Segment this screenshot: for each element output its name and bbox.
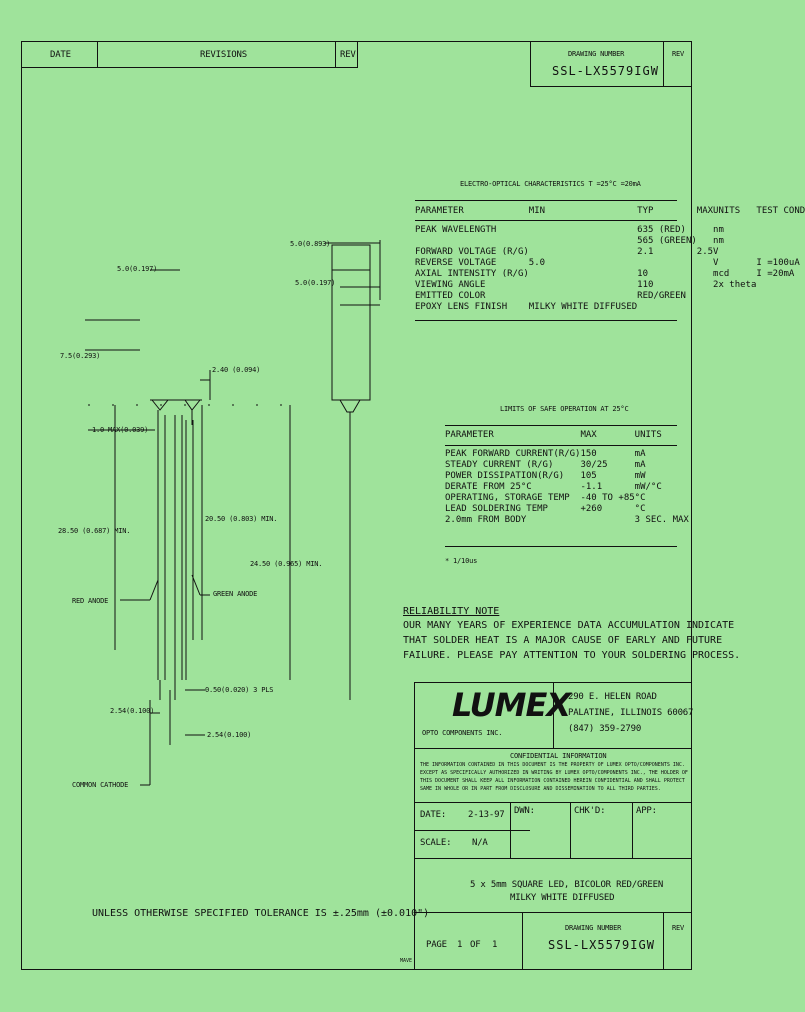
table-row	[415, 279, 805, 290]
table-cell: 2.5	[696, 246, 714, 257]
table-cell: AXIAL INTENSITY (R/G)	[415, 268, 529, 279]
electro-optical-title: ELECTRO-OPTICAL CHARACTERISTICS T =25°C =20mA	[460, 180, 641, 188]
table-cell: mcd	[713, 268, 730, 279]
table-row	[445, 503, 689, 514]
table-cell: 3 SEC. MAX	[634, 514, 689, 525]
table-row	[445, 470, 689, 481]
dim-1-0-max: 1.0 MAX(0.039)	[92, 426, 149, 434]
table-cell: EPOXY LENS FINISH	[415, 301, 508, 312]
corner-mark: MAVE	[400, 958, 413, 964]
dwn-label: DWN:	[514, 806, 535, 816]
table-cell: 2.1	[637, 246, 654, 257]
table-cell: STEADY CURRENT (R/G)	[445, 459, 554, 470]
confidential-line-1: THE INFORMATION CONTAINED IN THIS DOCUMENT IS THE PROPERTY OF LUMEX OPTO/COMPONENTS INC.	[420, 762, 685, 768]
table-cell: OPERATING, STORAGE TEMP	[445, 492, 570, 503]
date-label: DATE:	[420, 810, 447, 820]
table-header-cell: TEST COND	[756, 205, 805, 216]
tolerance-note: UNLESS OTHERWISE SPECIFIED TOLERANCE IS ±.25mm (±0.010")	[92, 908, 430, 919]
table-header-cell: UNITS	[713, 205, 741, 216]
company-phone: (847) 359-2790	[568, 724, 642, 734]
table-header-cell: MAX	[580, 429, 597, 440]
table-cell	[529, 235, 637, 246]
company-address-2: PALATINE, ILLINOIS 60067	[568, 708, 694, 718]
label-green-anode: GREEN ANODE	[213, 590, 258, 598]
table-cell	[697, 257, 713, 268]
table-cell: 565 (GREEN)	[637, 235, 697, 246]
company-address-1: 290 E. HELEN ROAD	[568, 692, 657, 702]
table-cell: +260	[580, 503, 603, 514]
table-cell: nm	[713, 235, 724, 246]
table-cell	[756, 224, 805, 235]
revisions-header-label: REVISIONS	[200, 50, 247, 60]
dim-0-50: 0.50(0.020) 3 PLS	[205, 686, 274, 694]
table-cell: EMITTED COLOR	[415, 290, 486, 301]
table-cell: LEAD SOLDERING TEMP	[445, 503, 548, 514]
company-subtitle: OPTO COMPONENTS INC.	[422, 729, 503, 737]
dim-5-00-left: 5.0(0.197)	[117, 265, 158, 273]
table-cell	[637, 301, 697, 312]
table-row	[415, 301, 805, 312]
table-cell	[697, 268, 713, 279]
drawing-number: SSL-LX5579IGW	[548, 938, 655, 952]
of-value: 1	[492, 940, 498, 950]
safe-operation-table	[445, 429, 689, 525]
table-cell	[415, 235, 529, 246]
table-cell: 10	[637, 268, 649, 279]
table-cell	[756, 301, 805, 312]
table-cell	[529, 279, 637, 290]
table-cell: °C	[634, 503, 646, 514]
table-cell	[529, 224, 637, 235]
table-cell: 635 (RED)	[637, 224, 686, 235]
app-label: APP:	[636, 806, 657, 816]
table-row	[445, 481, 689, 492]
table-cell	[580, 514, 634, 525]
table-cell	[697, 279, 713, 290]
table-header-cell: PARAMETER	[415, 205, 464, 216]
table-cell	[697, 301, 713, 312]
table-cell: 5.0	[528, 257, 546, 268]
confidential-line-3: THIS DOCUMENT SHALL KEEP ALL INFORMATION CONTAINED HEREIN CONFIDENTIAL AND SHALL PROTECT	[420, 778, 685, 784]
revisions-date-header: DATE	[50, 50, 71, 60]
table-cell: °C	[634, 492, 646, 503]
table-row	[445, 514, 689, 525]
table-cell: V	[713, 257, 719, 268]
table-row	[415, 235, 805, 246]
table-cell	[529, 246, 637, 257]
table-row	[415, 290, 805, 301]
label-red-anode: RED ANODE	[72, 597, 109, 605]
table-cell	[697, 224, 713, 235]
table-row	[415, 224, 805, 235]
label-common-cathode: COMMON CATHODE	[72, 781, 129, 789]
table-row	[445, 459, 689, 470]
table-cell: I =100uA	[756, 257, 800, 268]
table-cell: nm	[713, 224, 724, 235]
table-cell: mA	[634, 459, 646, 470]
rev-label: REV	[672, 924, 685, 932]
table-cell	[756, 279, 805, 290]
table-cell	[756, 235, 805, 246]
table-header-cell: TYP	[637, 205, 654, 216]
confidential-title: CONFIDENTIAL INFORMATION	[510, 752, 607, 760]
table-cell: PEAK FORWARD CURRENT(R/G)	[445, 448, 581, 459]
top-drawing-number-label: DRAWING NUMBER	[568, 50, 625, 58]
table-cell: RED/GREEN	[637, 290, 686, 301]
table-cell: 2x theta	[713, 279, 757, 290]
description-line-1: 5 x 5mm SQUARE LED, BICOLOR RED/GREEN	[470, 880, 664, 890]
table-cell: PEAK WAVELENGTH	[415, 224, 497, 235]
table-row	[415, 257, 805, 268]
confidential-line-4: SAME IN WHOLE OR IN PART FROM DISCLOSURE AND DISSEMINATION TO ALL THIRD PARTIES.	[420, 786, 661, 792]
table-header-cell: UNITS	[634, 429, 662, 440]
reliability-title: RELIABILITY NOTE	[403, 606, 500, 617]
table-row	[415, 246, 805, 257]
table-header-cell: MAX	[696, 205, 714, 216]
table-cell: FORWARD VOLTAGE (R/G)	[415, 246, 529, 257]
table-cell: -40 TO +85	[580, 492, 635, 503]
page-value: 1	[457, 940, 463, 950]
table-cell: DERATE FROM 25°C	[445, 481, 532, 492]
scale-value: N/A	[472, 838, 488, 848]
dim-2-40: 2.40 (0.094)	[212, 366, 261, 374]
safe-operation-title: LIMITS OF SAFE OPERATION AT 25°C	[500, 405, 629, 413]
table-cell: REVERSE VOLTAGE	[415, 257, 497, 268]
table-cell: V	[713, 246, 719, 257]
table-cell	[713, 301, 756, 312]
table-cell: I =20mA	[756, 268, 795, 279]
table-cell: POWER DISSIPATION(R/G)	[445, 470, 565, 481]
scale-label: SCALE:	[420, 838, 452, 848]
lumex-logo: LUMEX	[452, 686, 570, 724]
dim-2-54-b: 2.54(0.100)	[207, 731, 252, 739]
table-cell	[697, 290, 713, 301]
dim-24-50: 24.50 (0.965) MIN.	[250, 560, 323, 568]
safe-operation-footnote: * 1/10us	[445, 557, 478, 565]
of-label: OF	[470, 940, 481, 950]
table-row	[445, 448, 689, 459]
table-cell	[697, 235, 713, 246]
table-header-cell: PARAMETER	[445, 429, 494, 440]
page-label: PAGE	[426, 940, 447, 950]
table-header-row	[445, 429, 689, 440]
table-cell: 2.0mm FROM BODY	[445, 514, 527, 525]
table-cell	[529, 290, 637, 301]
confidential-line-2: EXCEPT AS SPECIFICALLY AUTHORIZED IN WRITING BY LUMEX OPTO/COMPONENTS INC., THE HOLDER OF	[420, 770, 688, 776]
reliability-line-2: THAT SOLDER HEAT IS A MAJOR CAUSE OF EARLY AND FUTURE	[403, 635, 723, 646]
revisions-rev-header: REV	[340, 50, 356, 60]
description-line-2: MILKY WHITE DIFFUSED	[510, 893, 615, 903]
dim-7-5: 7.5(0.293)	[60, 352, 101, 360]
top-drawing-number: SSL-LX5579IGW	[552, 64, 659, 78]
table-cell	[756, 290, 805, 301]
table-row	[445, 492, 689, 503]
reliability-line-3: FAILURE. PLEASE PAY ATTENTION TO YOUR SOLDERING PROCESS.	[403, 650, 741, 661]
table-cell: -1.1	[580, 481, 603, 492]
table-cell: 150	[580, 448, 597, 459]
table-cell: mW	[634, 470, 646, 481]
table-cell	[756, 246, 805, 257]
table-header-row	[415, 205, 805, 216]
table-row	[415, 268, 805, 279]
table-cell: mW/°C	[634, 481, 662, 492]
dim-2-54-a: 2.54(0.100)	[110, 707, 155, 715]
dim-5-00-top: 5.0(0.893)	[290, 240, 331, 248]
table-cell: 30/25	[580, 459, 608, 470]
table-cell: VIEWING ANGLE	[415, 279, 486, 290]
table-cell: 105	[580, 470, 597, 481]
dim-28-50: 28.50 (0.687) MIN.	[58, 527, 131, 535]
top-rev-label: REV	[672, 50, 685, 58]
chkd-label: CHK'D:	[574, 806, 606, 816]
table-cell	[713, 290, 756, 301]
reliability-line-1: OUR MANY YEARS OF EXPERIENCE DATA ACCUMULATION INDICATE	[403, 620, 735, 631]
dim-20-50: 20.50 (0.803) MIN.	[205, 515, 278, 523]
dim-5-00-side: 5.0(0.197)	[295, 279, 336, 287]
table-header-cell: MIN	[528, 205, 546, 216]
electro-optical-table	[415, 205, 805, 312]
date-value: 2-13-97	[468, 810, 505, 820]
table-cell: MILKY WHITE DIFFUSED	[528, 301, 638, 312]
table-cell: 110	[637, 279, 654, 290]
drawing-number-label: DRAWING NUMBER	[565, 924, 622, 932]
table-cell	[637, 257, 697, 268]
table-cell: mA	[634, 448, 646, 459]
table-cell	[529, 268, 637, 279]
